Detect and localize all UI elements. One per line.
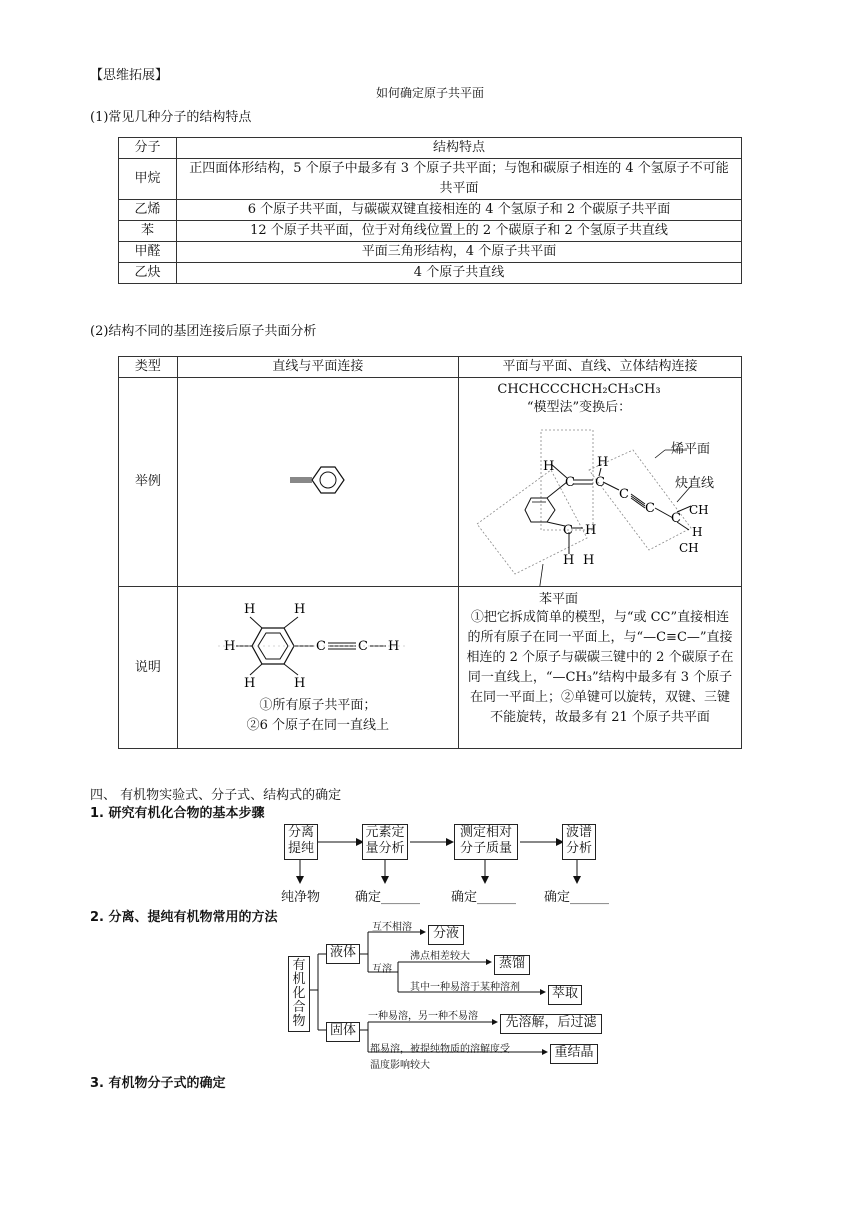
molecule-table (118, 137, 742, 284)
flow-step-spectrum: 波谱 分析 (562, 824, 596, 860)
tree-node-solid: 固体 (326, 1022, 360, 1042)
tree-cond-solvent: 其中一种易溶于某种溶剂 (410, 982, 520, 993)
svg-text:H: H (387, 639, 400, 654)
tree-node-liquid: 液体 (326, 944, 360, 964)
molecule-feature: 6 个原子共平面，与碳碳双键直接相连的 4 个氢原子和 2 个碳原子共平面 (177, 200, 742, 221)
molecule-feature: 平面三角形结构，4 个原子共平面 (177, 242, 742, 263)
molecule-name: 乙烯 (119, 200, 177, 221)
table-header-row (119, 357, 742, 378)
table-header: 直线与平面连接 (177, 357, 458, 378)
table-header-row (119, 138, 742, 159)
svg-text:H: H (243, 676, 256, 689)
explanation-structure-cell (177, 587, 458, 749)
phenylacetylene-structure (288, 459, 348, 499)
svg-text:H: H (692, 525, 703, 539)
tree-result-separatory: 分液 (428, 925, 464, 945)
svg-text:H: H (243, 602, 256, 617)
explanation-note-2: ②6 个原子在同一直线上 (246, 718, 390, 733)
svg-text:C: C (671, 511, 681, 526)
explanation-note-1: ①所有原子共平面； (259, 698, 377, 713)
model-method-note: “模型法”变换后： (526, 400, 632, 415)
svg-text:C: C (357, 639, 368, 654)
svg-text:CH: CH (679, 541, 699, 555)
tree-cond-both-soluble: 都易溶，被提纯物质的溶解度受 (370, 1044, 510, 1055)
flow-step-separate: 分离 提纯 (284, 824, 318, 860)
section-tag: 【思维拓展】 (90, 68, 169, 83)
section-4-title: 四、 有机物实验式、分子式、结构式的确定 (90, 788, 342, 803)
tree-root-organic: 有机化合物 (288, 956, 310, 1032)
molecule-name: 苯 (119, 221, 177, 242)
svg-text:H: H (597, 455, 609, 470)
molecule-name: 甲醛 (119, 242, 177, 263)
flow-output-blank: 确定______ (355, 890, 421, 905)
flow-output-blank: 确定______ (451, 890, 517, 905)
flow-output-pure: 纯净物 (281, 890, 321, 905)
flow-step-molecular-mass: 测定相对 分子质量 (454, 824, 518, 860)
explanation-text: ①把它拆成简单的模型，与“或 CC”直接相连的所有原子在同一平面上，与“—C≡C—”直接相连的 2 个原子与碳碳三键中的 2 个碳原子在同一直线上，“—CH₃”结构中最多有 3 个原子在同一平面上；②单键可以旋转，双键、三键不能旋转，故最多有 21 个原子共平面 (459, 587, 742, 749)
table-row (119, 587, 742, 749)
table-row (119, 221, 742, 242)
section-4-step-2: 2. 分离、提纯有机物常用的方法 (90, 910, 278, 925)
phenylacetylene-h-structure (218, 599, 418, 689)
svg-text:C: C (315, 639, 326, 654)
svg-text:C: C (619, 487, 629, 502)
section-4-step-3: 3. 有机物分子式的确定 (90, 1076, 226, 1091)
coplanar-table (118, 356, 742, 749)
page-title: 如何确定原子共平面 (375, 86, 484, 100)
subheading-2: (2)结构不同的基团连接后原子共面分析 (90, 324, 317, 339)
svg-text:H: H (563, 553, 575, 568)
flow-step-element-analysis: 元素定 量分析 (362, 824, 408, 860)
svg-text:C: C (565, 475, 575, 490)
model-cell (459, 378, 742, 607)
molecule-formula: CHCHCCCHCH₂CH₃CH₃ (497, 382, 661, 397)
table-header: 结构特点 (177, 138, 742, 159)
table-row (119, 242, 742, 263)
section-4-step-1: 1. 研究有机化合物的基本步骤 (90, 806, 265, 821)
molecule-name: 乙炔 (119, 263, 177, 284)
example-cell (177, 378, 458, 587)
molecule-feature: 12 个原子共平面，位于对角线位置上的 2 个碳原子和 2 个氢原子共直线 (177, 221, 742, 242)
svg-text:C: C (645, 501, 655, 516)
alkene-plane-label: 烯平面 (671, 442, 711, 457)
svg-text:C: C (595, 475, 605, 490)
svg-text:CH: CH (689, 503, 709, 517)
table-row (119, 263, 742, 284)
svg-text:H: H (585, 523, 597, 538)
flow-output-blank: 确定______ (544, 890, 610, 905)
svg-text:C: C (563, 523, 573, 538)
tree-result-dissolve-filter: 先溶解，后过滤 (500, 1014, 602, 1034)
row-label: 说明 (119, 587, 178, 749)
svg-text:H: H (293, 676, 306, 689)
tree-result-extraction: 萃取 (548, 985, 582, 1005)
table-row (119, 159, 742, 200)
table-header: 分子 (119, 138, 177, 159)
tree-result-recrystallization: 重结晶 (550, 1044, 598, 1064)
row-label: 举例 (119, 378, 178, 587)
alkyne-line-label: 炔直线 (675, 476, 715, 491)
svg-text:H: H (223, 639, 236, 654)
tree-cond-miscible: 互溶 (372, 964, 392, 975)
tree-cond-immiscible: 互不相溶 (372, 922, 412, 933)
tree-result-distillation: 蒸馏 (494, 955, 530, 975)
tree-cond-temperature: 温度影响较大 (370, 1060, 430, 1071)
svg-text:H: H (583, 553, 595, 568)
subheading-1: (1)常见几种分子的结构特点 (90, 110, 252, 125)
tree-cond-one-soluble: 一种易溶，另一种不易溶 (368, 1011, 478, 1022)
table-row (119, 378, 742, 587)
molecule-feature: 4 个原子共直线 (177, 263, 742, 284)
molecule-name: 甲烷 (119, 159, 177, 200)
table-header: 平面与平面、直线、立体结构连接 (459, 357, 742, 378)
svg-text:H: H (543, 459, 555, 474)
table-row (119, 200, 742, 221)
molecule-feature: 正四面体形结构，5 个原子中最多有 3 个原子共平面；与饱和碳原子相连的 4 个氢原子不可能共平面 (177, 159, 742, 200)
benzene-plane-label: 苯平面 (539, 592, 579, 607)
table-header: 类型 (119, 357, 178, 378)
tree-cond-boiling: 沸点相差较大 (410, 951, 470, 962)
svg-text:H: H (293, 602, 306, 617)
